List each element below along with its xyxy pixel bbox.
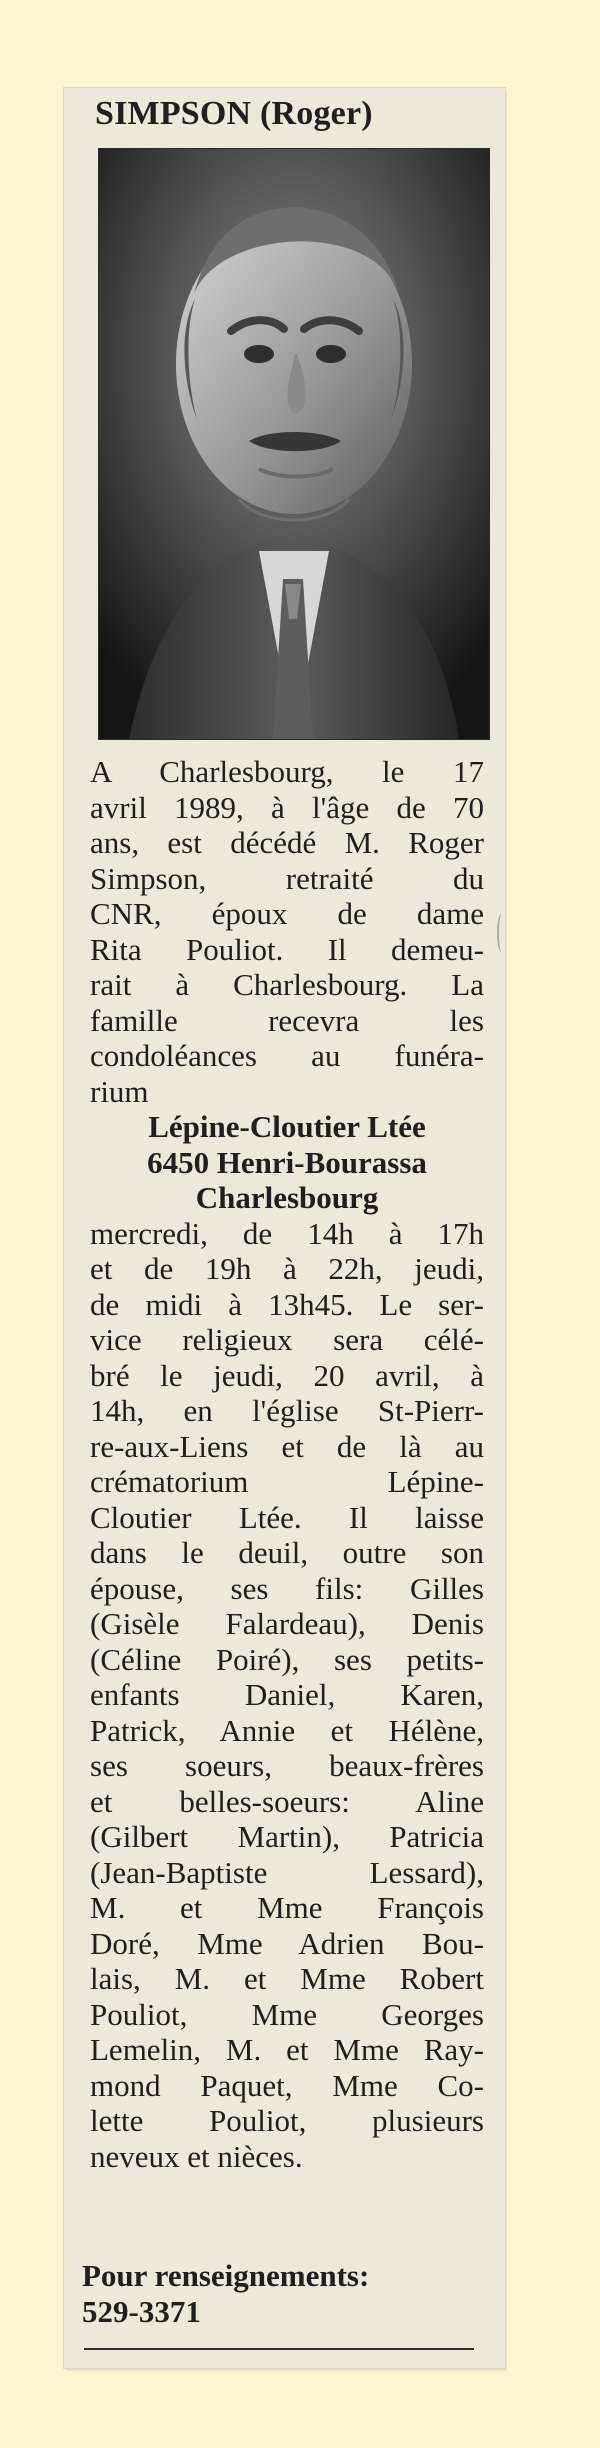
body-line: Rita Pouliot. Il demeu- bbox=[90, 931, 484, 967]
body-line: 14h, en l'église St-Pierr- bbox=[90, 1393, 484, 1428]
body-line: condoléances au funéra- bbox=[90, 1038, 484, 1073]
body-line: (Céline Poiré), ses petits- bbox=[90, 1641, 484, 1677]
funeral-home-address: 6450 Henri-Bourassa bbox=[147, 1144, 427, 1180]
body-line: Doré, Mme Adrien Bou- bbox=[90, 1925, 484, 1961]
paper-edge-mark bbox=[497, 913, 507, 953]
body-line: épouse, ses fils: Gilles bbox=[90, 1570, 484, 1606]
body-line: re-aux-Liens et de là au bbox=[90, 1428, 484, 1464]
body-line: et belles-soeurs: Aline bbox=[90, 1783, 484, 1819]
body-line: CNR, époux de dame bbox=[90, 896, 484, 931]
body-line: de midi à 13h45. Le ser- bbox=[90, 1286, 484, 1322]
body-line: lette Pouliot, plusieurs bbox=[90, 2103, 484, 2138]
body-line: neveux et nièces. bbox=[90, 2138, 303, 2174]
body-line: avril 1989, à l'âge de 70 bbox=[90, 789, 484, 825]
funeral-home-city: Charlesbourg bbox=[195, 1180, 379, 1215]
body-line: mercredi, de 14h à 17h bbox=[90, 1215, 484, 1251]
contact-phone: 529-3371 bbox=[82, 2294, 201, 2329]
body-line: Cloutier Ltée. Il laisse bbox=[90, 1499, 484, 1535]
body-line: Lemelin, M. et Mme Ray- bbox=[90, 2032, 484, 2067]
body-line: enfants Daniel, Karen, bbox=[90, 1677, 484, 1712]
body-line: lais, M. et Mme Robert bbox=[90, 1961, 484, 1996]
body-line: M. et Mme François bbox=[90, 1890, 484, 1925]
body-line: Patrick, Annie et Hélène, bbox=[90, 1712, 484, 1748]
body-line: vice religieux sera célé- bbox=[90, 1322, 484, 1357]
body-line: bré le jeudi, 20 avril, à bbox=[90, 1357, 484, 1393]
body-line: (Gilbert Martin), Patricia bbox=[90, 1819, 484, 1854]
contact-footer bbox=[82, 2258, 482, 2330]
body-line: mond Paquet, Mme Co- bbox=[90, 2067, 484, 2103]
obituary-name-heading: SIMPSON (Roger) bbox=[95, 95, 373, 132]
portrait-photo bbox=[98, 148, 490, 740]
body-line: Simpson, retraité du bbox=[90, 860, 484, 896]
body-line: rait à Charlesbourg. La bbox=[90, 967, 484, 1002]
body-line: famille recevra les bbox=[90, 1002, 484, 1038]
body-line: crématorium Lépine- bbox=[90, 1464, 484, 1499]
body-line: (Jean-Baptiste Lessard), bbox=[90, 1854, 484, 1890]
obituary-body bbox=[90, 754, 484, 2174]
contact-label: Pour renseignements: bbox=[82, 2258, 370, 2293]
body-line: Pouliot, Mme Georges bbox=[90, 1996, 484, 2032]
funeral-home-name: Lépine-Cloutier Ltée bbox=[148, 1109, 426, 1144]
body-line: ses soeurs, beaux-frères bbox=[90, 1748, 484, 1783]
body-line: (Gisèle Falardeau), Denis bbox=[90, 1606, 484, 1641]
bottom-rule bbox=[84, 2348, 474, 2350]
body-line: dans le deuil, outre son bbox=[90, 1535, 484, 1570]
body-line: A Charlesbourg, le 17 bbox=[90, 754, 484, 789]
body-line: rium bbox=[90, 1073, 149, 1109]
body-line: et de 19h à 22h, jeudi, bbox=[90, 1251, 484, 1286]
body-line: ans, est décédé M. Roger bbox=[90, 825, 484, 860]
